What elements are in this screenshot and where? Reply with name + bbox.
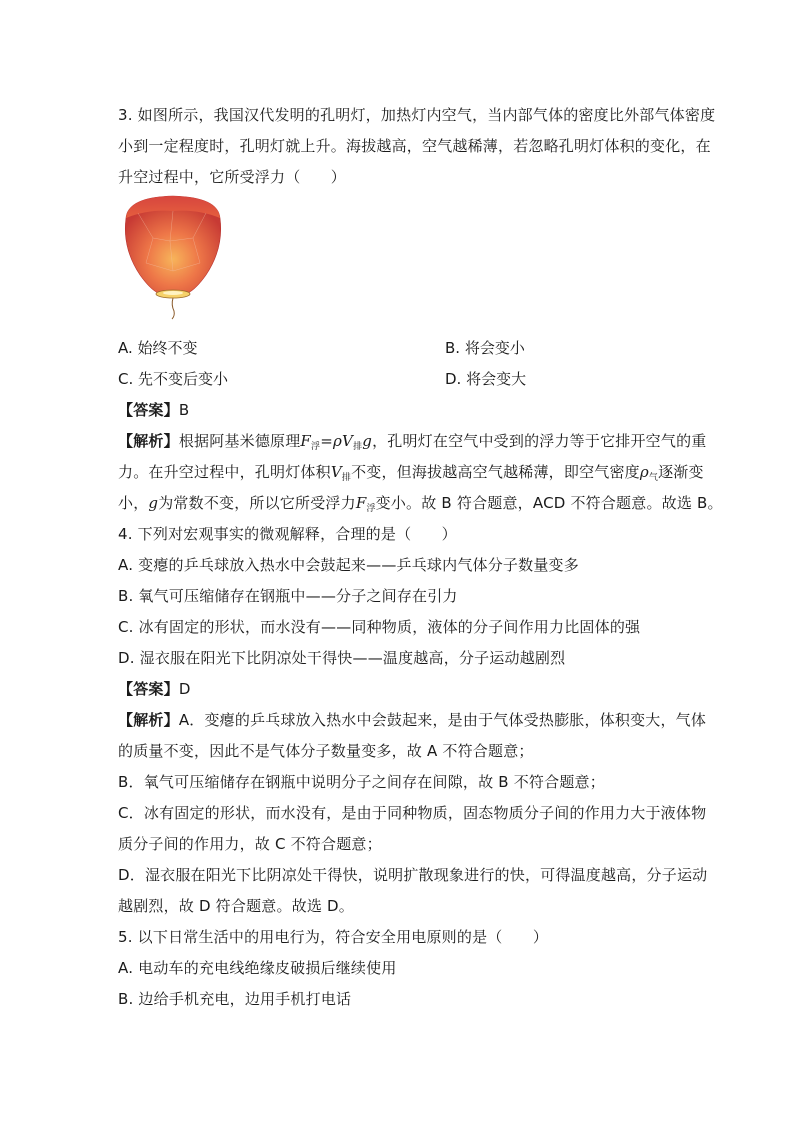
- question-5: [118, 922, 678, 1015]
- q3-options-row-1: [118, 333, 678, 364]
- q3-answer-label: 【答案】: [118, 401, 179, 419]
- formula-g: g: [362, 432, 373, 450]
- q3-analysis-line-1: [118, 426, 707, 457]
- q3-stem-line-3: 升空过程中，它所受浮力（ ）: [118, 168, 347, 186]
- q4-stem: 4. 下列对宏观事实的微观解释，合理的是（ ）: [118, 525, 457, 543]
- question-4: [118, 519, 708, 922]
- q4-option-b[interactable]: B. 氧气可压缩储存在钢瓶中——分子之间存在引力: [118, 587, 458, 605]
- q4-analysis-text: A．变瘪的乒乓球放入热水中会鼓起来，是由于气体受热膨胀，体积变大，气体: [178, 711, 707, 729]
- q3-options-row-2: [118, 364, 678, 395]
- q3-option-b[interactable]: B. 将会变小: [445, 339, 525, 357]
- q4-answer: [118, 674, 678, 705]
- q3-analysis-text: 变小。故 B 符合题意，ACD 不符合题意。故选 B。: [375, 494, 723, 512]
- q4-analysis-line-4: C．冰有固定的形状，而水没有，是由于同种物质，固态物质分子间的作用力大于液体物: [118, 804, 707, 822]
- q3-answer-value: B: [178, 401, 190, 419]
- q4-option-a[interactable]: A. 变瘪的乒乓球放入热水中会鼓起来——乒乓球内气体分子数量变多: [118, 556, 579, 574]
- question-3: [118, 100, 723, 519]
- symbol-V: V: [330, 463, 342, 481]
- q3-analysis-label: 【解析】: [118, 432, 179, 450]
- formula-sub-float: 浮: [311, 442, 321, 452]
- q5-stem: 5. 以下日常生活中的用电行为，符合安全用电原则的是（ ）: [118, 928, 549, 946]
- q4-analysis-line-7: 越剧烈，故 D 符合题意。故选 D。: [118, 897, 355, 915]
- q3-analysis-text: 不变，但海拔越高空气越稀薄，即空气密度: [351, 463, 640, 481]
- q3-analysis-text: 为常数不变，所以它所受浮力: [158, 494, 356, 512]
- symbol-F: F: [355, 494, 367, 512]
- q3-analysis-text: 逐渐变: [658, 463, 704, 481]
- symbol-rho-sub: 气: [648, 473, 659, 483]
- q3-analysis-text: ，孔明灯在空气中受到的浮力等于它排开空气的重: [372, 432, 707, 450]
- q5-option-b[interactable]: B. 边给手机充电，边用手机打电话: [118, 990, 352, 1008]
- q4-analysis-line-2: 的质量不变，因此不是气体分子数量变多，故 A 不符合题意；: [118, 742, 534, 760]
- q4-analysis-line-1: [118, 705, 707, 736]
- q4-answer-value: D: [178, 680, 191, 698]
- symbol-rho: ρ: [639, 463, 649, 481]
- q4-option-d[interactable]: D. 湿衣服在阳光下比阴凉处干得快——温度越高，分子运动越剧烈: [118, 649, 566, 667]
- symbol-g: g: [148, 494, 159, 512]
- q4-analysis-line-6: D．湿衣服在阳光下比阴凉处干得快，说明扩散现象进行的快，可得温度越高，分子运动: [118, 866, 708, 884]
- q3-option-c[interactable]: C. 先不变后变小: [118, 370, 229, 388]
- symbol-F-sub: 浮: [366, 504, 376, 514]
- q3-option-d[interactable]: D. 将会变大: [445, 370, 527, 388]
- exam-page: [118, 100, 723, 1015]
- q4-analysis-line-3: B．氧气可压缩储存在钢瓶中说明分子之间存在间隙，故 B 不符合题意；: [118, 773, 605, 791]
- q5-option-a[interactable]: A. 电动车的充电线绝缘皮破损后继续使用: [118, 959, 397, 977]
- q3-analysis-text: 根据阿基米德原理: [178, 432, 301, 450]
- symbol-V-sub: 排: [341, 473, 352, 483]
- sky-lantern-illustration: [118, 193, 678, 333]
- sky-lantern-icon: [118, 193, 228, 328]
- q4-answer-label: 【答案】: [118, 680, 179, 698]
- formula-sub-displaced: 排: [353, 442, 363, 452]
- q3-stem-line-2: 小到一定程度时，孔明灯就上升。海拔越高，空气越稀薄，若忽略孔明灯体积的变化，在: [118, 137, 711, 155]
- formula-eq: =ρV: [320, 432, 354, 450]
- q4-option-c[interactable]: C. 冰有固定的形状，而水没有——同种物质，液体的分子间作用力比固体的强: [118, 618, 641, 636]
- q4-analysis-line-5: 质分子间的作用力，故 C 不符合题意；: [118, 835, 382, 853]
- formula-F: F: [300, 432, 312, 450]
- q3-option-a[interactable]: A. 始终不变: [118, 339, 198, 357]
- q3-analysis-line-2: [118, 457, 704, 488]
- q3-analysis-line-3: [118, 488, 723, 519]
- q3-analysis-text: 小，: [118, 494, 149, 512]
- q3-answer: [118, 395, 678, 426]
- q3-analysis-text: 力。在升空过程中，孔明灯体积: [118, 463, 331, 481]
- q4-analysis-label: 【解析】: [118, 711, 179, 729]
- q3-stem-line-1: 3. 如图所示，我国汉代发明的孔明灯，加热灯内空气，当内部气体的密度比外部气体密度: [118, 106, 716, 124]
